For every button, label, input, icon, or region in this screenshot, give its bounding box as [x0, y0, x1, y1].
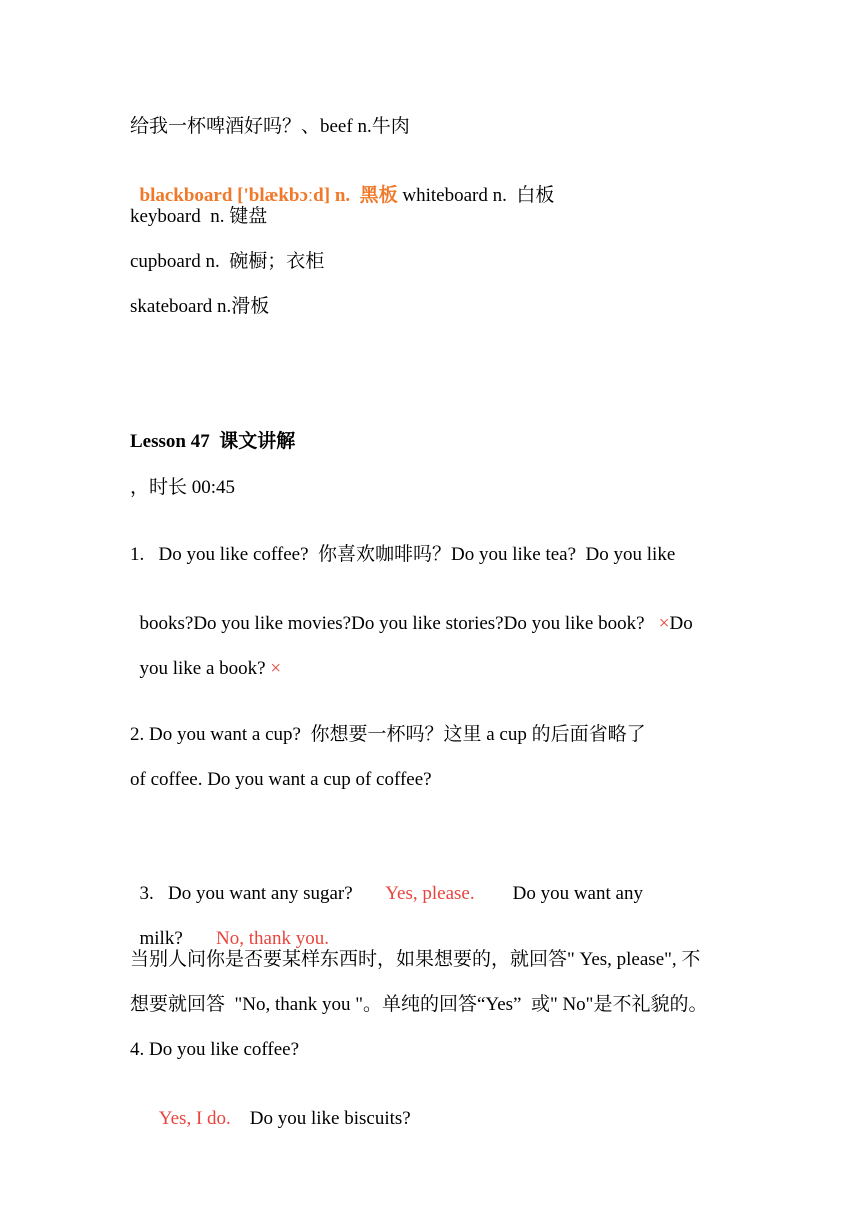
point-4-question: Do you like biscuits? [230, 1108, 411, 1129]
point-3-question: Do you want any [474, 883, 643, 904]
point-1-text: you like a book? [139, 658, 271, 679]
vocab-keyboard: keyboard n. 键盘 [130, 206, 268, 227]
point-1-line-2 [130, 588, 693, 636]
lesson-duration: ，时长 00:45 [130, 477, 236, 498]
point-3-question: milk? [139, 928, 217, 949]
wrong-mark: × [270, 658, 282, 679]
point-4-line-1: 4. Do you like coffee? [130, 1039, 300, 1060]
vocab-cupboard: cupboard n. 碗橱；衣柜 [130, 251, 325, 272]
vocab-blackboard: blackboard ['blækbɔːd] n. 黑板 [139, 185, 398, 206]
vocab-line-blackboard [130, 160, 554, 208]
point-1-line-1: 1. Do you like coffee? 你喜欢咖啡吗？Do you like tea? Do you like [130, 544, 676, 565]
point-3-line-2 [130, 903, 329, 951]
point-2-line-1: 2. Do you want a cup? 你想要一杯吗？这里 a cup 的后面省略了 [130, 724, 646, 745]
vocab-whiteboard: whiteboard n. 白板 [397, 185, 555, 206]
point-2-line-2: of coffee. Do you want a cup of coffee? [130, 769, 432, 790]
point-3-explanation-2: 想要就回答 "No, thank you "。单纯的回答“Yes” 或" No"是不礼貌的。 [130, 994, 708, 1015]
vocab-line-beef: 给我一杯啤酒好吗？、beef n.牛肉 [130, 116, 410, 137]
wrong-mark: × [658, 613, 670, 634]
vocab-skateboard: skateboard n.滑板 [130, 296, 270, 317]
point-4-line-2 [150, 1083, 411, 1131]
answer-no-thank-you: No, thank you. [216, 928, 329, 949]
answer-yes-i-do: Yes, I do. [158, 1108, 231, 1129]
point-1-line-3 [130, 633, 281, 681]
answer-yes-please: Yes, please. [385, 883, 475, 904]
point-1-text: Do [669, 613, 693, 634]
point-3-line-1 [130, 858, 643, 906]
point-3-explanation-1: 当别人问你是否要某样东西时，如果想要的，就回答" Yes, please", 不 [130, 949, 701, 970]
point-1-text: books?Do you like movies?Do you like stories?Do you like book? [139, 613, 659, 634]
point-3-question: 3. Do you want any sugar? [139, 883, 386, 904]
lesson-title: Lesson 47 课文讲解 [130, 431, 296, 452]
